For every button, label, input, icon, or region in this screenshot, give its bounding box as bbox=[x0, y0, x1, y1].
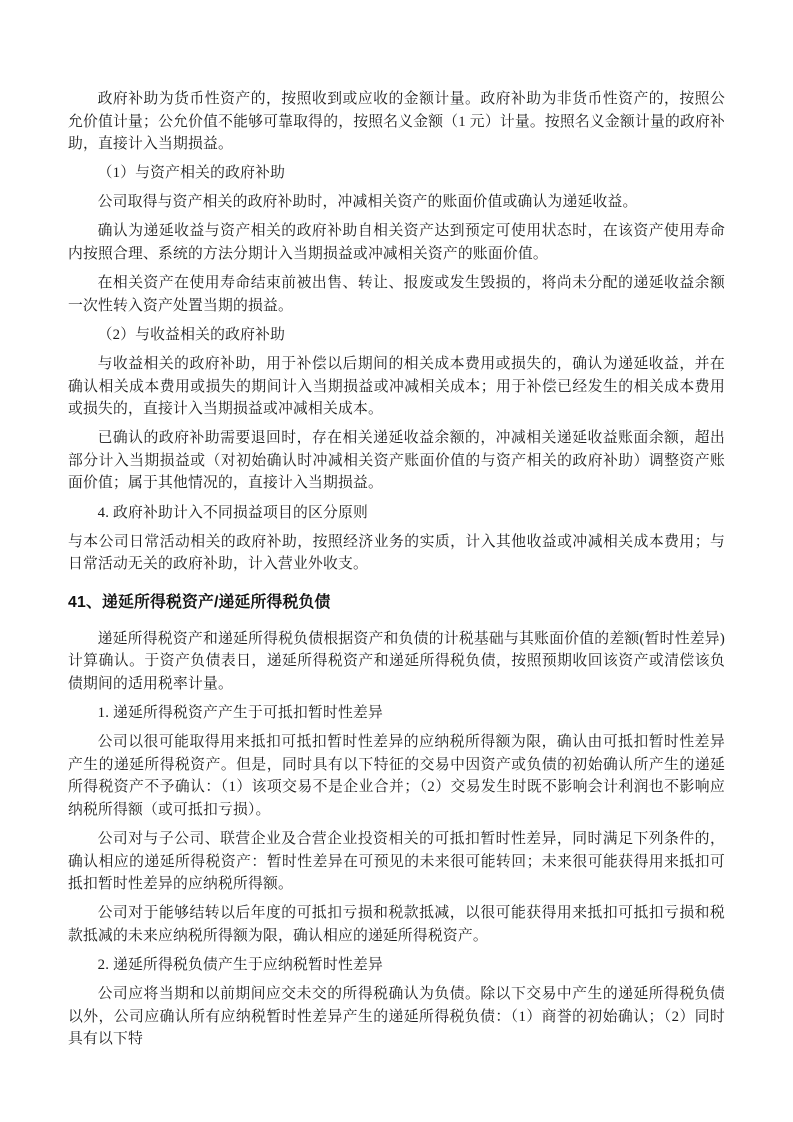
paragraph-daily-activity-subsidy: 与本公司日常活动相关的政府补助，按照经济业务的实质，计入其他收益或冲减相关成本费用；与日常活动无关的政府补助，计入营业外收支。 bbox=[68, 533, 725, 573]
subheading-income-related-subsidy: （2）与收益相关的政府补助 bbox=[97, 326, 286, 343]
paragraph-asset-subsidy-recognition: 公司取得与资产相关的政府补助时，冲减相关资产的账面价值或确认为递延收益。 bbox=[97, 194, 638, 211]
paragraph-asset-disposal-before-life-end: 在相关资产在使用寿命结束前被出售、转让、报废或发生毁损的，将尚未分配的递延收益余额一次性转入资产处置当期的损益。 bbox=[68, 275, 725, 314]
paragraph-income-subsidy-treatment: 与收益相关的政府补助，用于补偿以后期间的相关成本费用或损失的，确认为递延收益，并在确认相关成本费用或损失的期间计入当期损益或冲减相关成本；用于补偿已经发生的相关成本费用或损失的，直接计入当期损益或冲减相关成本。 bbox=[68, 355, 725, 418]
subheading-asset-related-subsidy: （1）与资产相关的政府补助 bbox=[97, 165, 286, 182]
paragraph-deferred-income-amortization: 确认为递延收益与资产相关的政府补助自相关资产达到预定可使用状态时，在该资产使用寿命内按照合理、系统的方法分期计入当期损益或冲减相关资产的账面价值。 bbox=[68, 223, 725, 263]
subheading-subsidy-profit-loss-classification: 4. 政府补助计入不同损益项目的区分原则 bbox=[97, 504, 368, 521]
paragraph-deferred-tax-asset-limit: 公司以很可能取得用来抵扣可抵扣暂时性差异的应纳税所得额为限，确认由可抵扣暂时性差异产生的递延所得税资产。但是，同时具有以下特征的交易中因资产或负债的初始确认所产生的递延所得税资产不予确认：（1）该项交易不是企业合并；（2）交易发生时既不影响会计利润也不影响应纳税所得额（或可抵扣亏损）。 bbox=[68, 734, 725, 818]
paragraph-investment-deductible-difference: 公司对与子公司、联营企业及合营企业投资相关的可抵扣暂时性差异，同时满足下列条件的，确认相应的递延所得税资产：暂时性差异在可预见的未来很可能转回；未来很可能获得用来抵扣可抵扣暂时性差异的应纳税所得额。 bbox=[68, 831, 725, 893]
subheading-deferred-tax-liability: 2. 递延所得税负债产生于应纳税暂时性差异 bbox=[97, 957, 383, 973]
subheading-deferred-tax-asset: 1. 递延所得税资产产生于可抵扣暂时性差异 bbox=[97, 705, 383, 722]
paragraph-deferred-tax-liability-recognition: 公司应将当期和以前期间应交未交的所得税确认为负债。除以下交易中产生的递延所得税负债以外，公司应确认所有应纳税暂时性差异产生的递延所得税负债：（1）商誉的初始确认；（2）同时具有以下特 bbox=[68, 986, 725, 1048]
paragraph-carryforward-losses: 公司对于能够结转以后年度的可抵扣亏损和税款抵减，以很可能获得用来抵扣可抵扣亏损和税款抵减的未来应纳税所得额为限，确认相应的递延所得税资产。 bbox=[68, 905, 725, 944]
paragraph-subsidy-measurement: 政府补助为货币性资产的，按照收到或应收的金额计量。政府补助为非货币性资产的，按照公允价值计量；公允价值不能够可靠取得的，按照名义金额（1 元）计量。按照名义金额计量的政府补助，直接计入当期损益。 bbox=[68, 91, 725, 153]
section-heading-deferred-tax: 41、递延所得税资产/递延所得税负债 bbox=[68, 593, 331, 611]
paragraph-deferred-tax-recognition-basis: 递延所得税资产和递延所得税负债根据资产和负债的计税基础与其账面价值的差额(暂时性差异)计算确认。于资产负债表日，递延所得税资产和递延所得税负债，按照预期收回该资产或清偿该负债期间的适用税率计量。 bbox=[68, 630, 725, 692]
paragraph-subsidy-refund: 已确认的政府补助需要退回时，存在相关递延收益余额的，冲减相关递延收益账面余额，超出部分计入当期损益或（对初始确认时冲减相关资产账面价值的与资产相关的政府补助）调整资产账面价值；属于其他情况的，直接计入当期损益。 bbox=[68, 430, 725, 492]
